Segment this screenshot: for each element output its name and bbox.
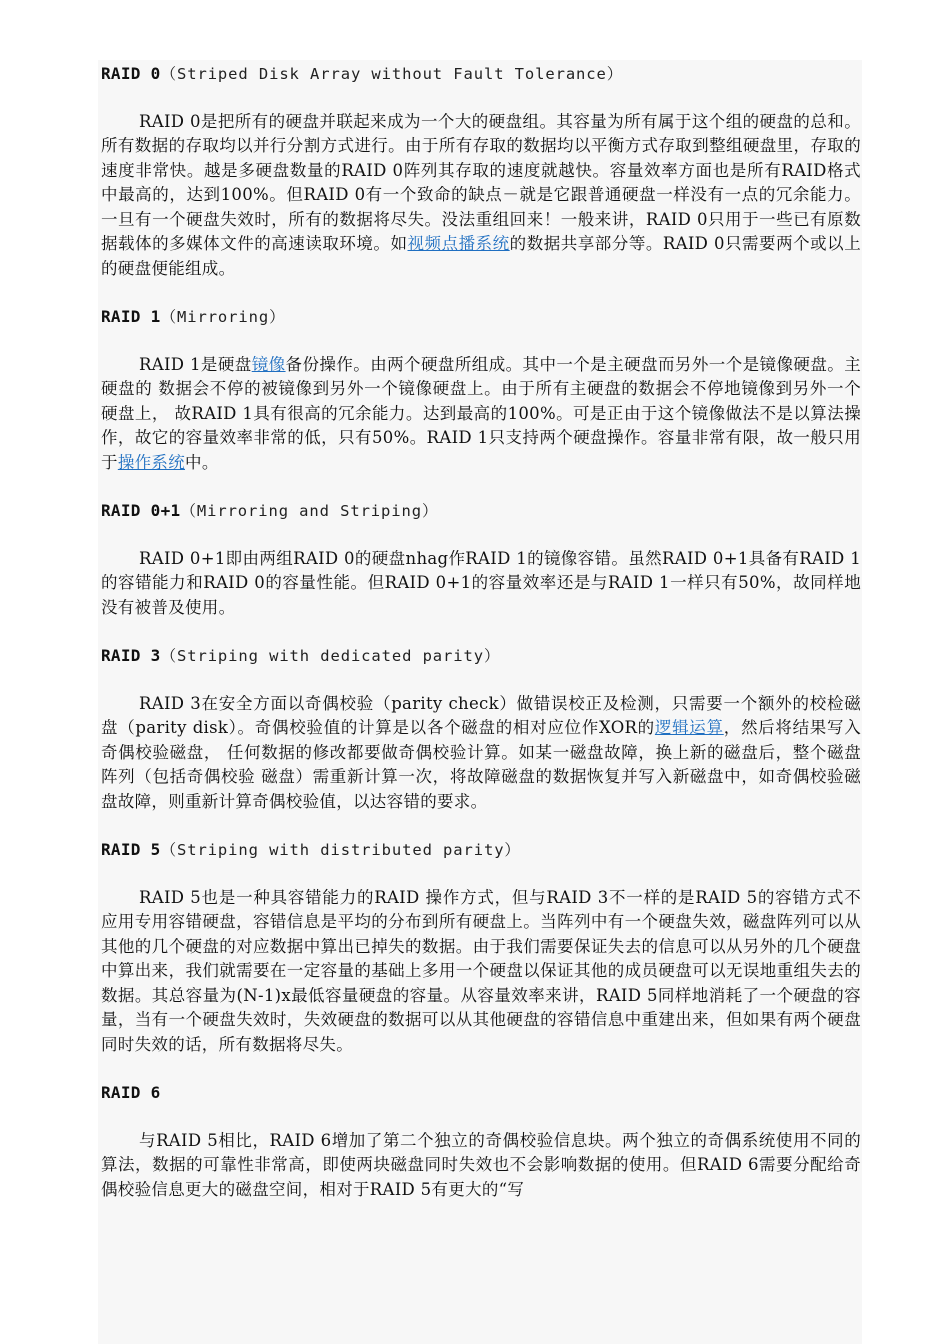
section-subtitle: （Mirroring） [160, 308, 286, 326]
paragraph-text: 备份操作。由两个硬盘所组成。其中一个是主硬盘而另外一个是镜像硬盘。主硬盘的 数据会不停的被镜像到另外一个镜像硬盘上。由于所有主硬盘的数据会不停地镜像到另外一个硬盘上， 故RAID 1具有很高的冗余能力。达到最高的100%。可是正由于这个镜像做法不是以算法操作，故它的容量效率非常的低，只有50%。RAID 1只支持两个硬盘操作。容量非常有限，故一般只用于 [101, 354, 862, 472]
section-subtitle: （Striping with dedicated parity） [160, 647, 501, 665]
paragraph-text: 与RAID 5相比，RAID 6增加了第二个独立的奇偶校验信息块。两个独立的奇偶系统使用不同的算法，数据的可靠性非常高，即使两块磁盘同时失效也不会影响数据的使用。但RAID 6需要分配给奇偶校验信息更大的磁盘空间，相对于RAID 5有更大的“写 [101, 1130, 861, 1199]
section-paragraph [101, 1129, 861, 1203]
section-heading [101, 62, 861, 87]
section-heading [101, 499, 861, 524]
paragraph-text: RAID 0是把所有的硬盘并联起来成为一个大的硬盘组。其容量为所有属于这个组的硬盘的总和。所有数据的存取均以并行分割方式进行。由于所有存取的数据均以平衡方式存取到整组硬盘里，存取的速度非常快。越是多硬盘数量的RAID 0阵列其存取的速度就越快。容量效率方面也是所有RAID格式中最高的，达到100%。但RAID 0有一个致命的缺点－就是它跟普通硬盘一样没有一点的冗余能力。一旦有一个硬盘失效时，所有的数据将尽失。没法重组回来！一般来讲，RAID 0只用于一些已有原数据载体的多媒体文件的高速读取环境。如 [101, 111, 861, 253]
section-paragraph [101, 353, 861, 476]
section-heading [101, 644, 861, 669]
section-title: RAID 5 [101, 840, 161, 859]
section-paragraph [101, 692, 861, 815]
section-title: RAID 0+1 [101, 501, 181, 520]
section-heading [101, 838, 861, 863]
section-subtitle: （Mirroring and Striping） [180, 502, 439, 520]
paragraph-text: 中。 [185, 452, 219, 472]
section-title: RAID 6 [101, 1083, 161, 1102]
inline-link[interactable]: 视频点播系统 [407, 234, 510, 253]
document-body [101, 62, 861, 1226]
section-heading [101, 305, 861, 330]
paragraph-text: RAID 0+1即由两组RAID 0的硬盘nhag作RAID 1的镜像容错。虽然RAID 0+1具备有RAID 1的容错能力和RAID 0的容量性能。但RAID 0+1的容量效率还是与RAID 1一样只有50%，故同样地没有被普及使用。 [101, 548, 861, 617]
section-heading [101, 1081, 861, 1106]
inline-link[interactable]: 逻辑运算 [654, 718, 724, 737]
paragraph-text: RAID 3在安全方面以奇偶校验（parity check）做错误校正及检测，只需要一个额外的校检磁盘（parity disk）。奇偶校验值的计算是以各个磁盘的相对应位作XOR的 [101, 693, 861, 737]
paragraph-text: RAID 5也是一种具容错能力的RAID 操作方式，但与RAID 3不一样的是RAID 5的容错方式不应用专用容错硬盘，容错信息是平均的分布到所有硬盘上。当阵列中有一个硬盘失效，磁盘阵列可以从其他的几个硬盘的对应数据中算出已掉失的数据。由于我们需要保证失去的信息可以从另外的几个硬盘中算出来，我们就需要在一定容量的基础上多用一个硬盘以保证其他的成员硬盘可以无误地重组失去的数据。其总容量为(N-1)x最低容量硬盘的容量。从容量效率来讲，RAID 5同样地消耗了一个硬盘的容量，当有一个硬盘失效时，失效硬盘的数据可以从其他硬盘的容错信息中重建出来，但如果有两个硬盘同时失效的话，所有数据将尽失。 [101, 887, 861, 1054]
section-paragraph [101, 547, 861, 621]
paragraph-text: 的数据共享部分等。RAID 0只需要两个或以上的硬盘便能组成。 [101, 234, 861, 278]
section-title: RAID 1 [101, 307, 161, 326]
paragraph-text: RAID 1是硬盘 [139, 354, 252, 374]
section-title: RAID 3 [101, 646, 161, 665]
section-title: RAID 0 [101, 64, 161, 83]
section-paragraph [101, 110, 861, 282]
section-paragraph [101, 886, 861, 1058]
inline-link[interactable]: 镜像 [251, 354, 286, 374]
paragraph-text: ，然后将结果写入奇偶校验磁盘， 任何数据的修改都要做奇偶校验计算。如某一磁盘故障，换上新的磁盘后，整个磁盘阵列（包括奇偶校验 磁盘）需重新计算一次，将故障磁盘的数据恢复并写入新磁盘中，如奇偶校验磁盘故障，则重新计算奇偶校验值，以达容错的要求。 [101, 718, 861, 811]
section-subtitle: （Striping with distributed parity） [160, 841, 521, 859]
inline-link[interactable]: 操作系统 [117, 452, 186, 472]
section-subtitle: （Striped Disk Array without Fault Tolerance） [160, 65, 624, 83]
